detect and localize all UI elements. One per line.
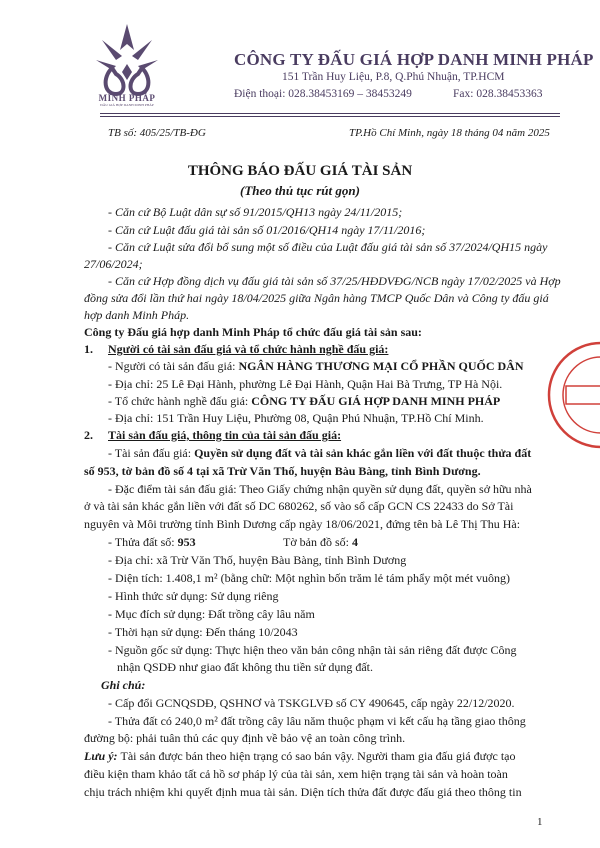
owner-line (108, 359, 523, 374)
org-label: - Tổ chức hành nghề đấu giá: (108, 394, 252, 408)
feature-line: ở và tài sản khác gắn liền với đất số DC 680262, số vào sổ cấp GCN CS 22433 do Sở Tài (84, 499, 514, 513)
company-address: 151 Trần Huy Liệu, P.8, Q.Phú Nhuận, TP.HCM (282, 71, 505, 83)
section-number: 2. (84, 428, 93, 442)
basis-line: - Căn cứ Luật sửa đổi bổ sung một số điều của Luật đấu giá tài sản số 37/2024/QH15 ngày (108, 240, 548, 254)
logo-name: MINH PHÁP (98, 93, 156, 103)
owner-address: - Địa chỉ: 25 Lê Đại Hành, phường Lê Đại Hành, Quận Hai Bà Trưng, TP Hà Nội. (108, 377, 503, 391)
company-phone: Điện thoại: 028.38453169 – 38453249 (234, 88, 412, 100)
intro-line: Công ty Đấu giá hợp danh Minh Pháp tổ chức đấu giá tài sản sau: (84, 325, 422, 339)
asset-item: - Địa chỉ: xã Trừ Văn Thố, huyện Bàu Bàng, tỉnh Bình Dương (108, 553, 407, 567)
document-title: THÔNG BÁO ĐẤU GIÁ TÀI SẢN (187, 163, 413, 179)
asset-item: nhận QSDĐ như giao đất không thu tiền sử dụng đất. (117, 660, 373, 674)
asset-item: - Mục đích sử dụng: Đất trồng cây lâu năm (108, 607, 315, 621)
map-label: Tờ bản đồ số: (283, 535, 353, 549)
header-rule-thin (100, 116, 560, 117)
map-value: 4 (352, 535, 359, 549)
asset-item: - Nguồn gốc sử dụng: Thực hiện theo văn bản công nhận tài sản riêng đất được Công (108, 643, 517, 657)
basis-line: 27/06/2024; (84, 257, 143, 271)
asset-item: - Thời hạn sử dụng: Đến tháng 10/2043 (108, 625, 298, 639)
caution-line: chịu trách nhiệm khi quyết định mua tài sản. Diện tích thửa đất được đấu giá theo thông tin (84, 785, 522, 799)
section-heading: Tài sản đấu giá, thông tin của tài sản đấu giá: (108, 428, 342, 442)
map-line (283, 535, 358, 550)
company-name: CÔNG TY ĐẤU GIÁ HỢP DANH MINH PHÁP (234, 50, 594, 69)
caution-text: Tài sản được bán theo hiện trạng có sao bán vậy. Người tham gia đấu giá được tạo (120, 749, 516, 763)
note-line: - Cấp đổi GCNQSDĐ, QSHNƠ và TSKGLVĐ số CY 490645, cấp ngày 22/12/2020. (108, 696, 515, 710)
note-line: - Thửa đất có 240,0 m² đất trồng cây lâu năm thuộc phạm vi kết cấu hạ tầng giao thông (108, 714, 526, 728)
parcel-value: 953 (177, 535, 196, 549)
asset-item: - Hình thức sử dụng: Sử dụng riêng (108, 589, 279, 603)
parcel-label: - Thửa đất số: (108, 535, 178, 549)
asset-value: Quyền sử dụng đất và tài sản khác gắn liền với đất thuộc thửa đất (194, 446, 532, 460)
asset-line (108, 446, 531, 461)
basis-line: - Căn cứ Luật đấu giá tài sản số 01/2016/QH14 ngày 17/11/2016; (108, 223, 426, 237)
asset-label: - Tài sản đấu giá: (108, 446, 195, 460)
basis-line: hợp danh Minh Pháp. (84, 308, 190, 322)
basis-line: - Căn cứ Bộ Luật dân sự số 91/2015/QH13 ngày 24/11/2015; (108, 205, 403, 219)
org-address: - Địa chỉ: 151 Trần Huy Liệu, Phường 08, Quận Phú Nhuận, TP.Hồ Chí Minh. (108, 411, 484, 425)
note-line: đường bộ: phải tuân thủ các quy định về bảo vệ an toàn công trình. (84, 731, 406, 745)
basis-line: - Căn cứ Hợp đồng dịch vụ đấu giá tài sản số 37/25/HĐDVĐG/NCB ngày 17/02/2025 và Hợp (108, 274, 561, 288)
section-number: 1. (84, 342, 93, 356)
company-fax: Fax: 028.38453363 (453, 88, 543, 100)
asset-value-cont: số 953, tờ bản đồ số 4 tại xã Trừ Văn Thố, huyện Bàu Bàng, tỉnh Bình Dương. (84, 464, 481, 478)
caution-line: điều kiện tham khảo tất cả hồ sơ pháp lý của tài sản, xem hiện trạng tài sản và hoàn toàn (84, 767, 508, 781)
feature-line: - Đặc điểm tài sản đấu giá: Theo Giấy chứng nhận quyền sử dụng đất, quyền sở hữu nhà (108, 482, 532, 496)
notes-heading: Ghi chú: (101, 678, 146, 692)
document-subtitle: (Theo thủ tục rút gọn) (240, 183, 360, 198)
org-line (108, 394, 500, 409)
basis-line: đồng sửa đổi lần thứ hai ngày 18/04/2025 giữa Ngân hàng TMCP Quốc Dân và Công ty đấu giá (84, 291, 549, 305)
feature-line: nguyên và Môi trường tỉnh Bình Dương cấp ngày 18/06/2021, đứng tên bà Lê Thị Thu Hà: (84, 517, 521, 531)
company-stamp (546, 340, 600, 450)
org-name: CÔNG TY ĐẤU GIÁ HỢP DANH MINH PHÁP (251, 394, 501, 408)
caution-label: Lưu ý: (84, 749, 121, 763)
caution-line (84, 749, 516, 764)
asset-item: - Diện tích: 1.408,1 m² (bằng chữ: Một nghìn bốn trăm lẻ tám phẩy một mét vuông) (108, 571, 511, 585)
section-heading: Người có tài sản đấu giá và tổ chức hành nghề đấu giá: (108, 342, 389, 356)
logo-tagline: ĐẤU GIÁ HỢP DANH MINH PHÁP (100, 103, 154, 107)
owner-label: - Người có tài sản đấu giá: (108, 359, 239, 373)
owner-name: NGÂN HÀNG THƯƠNG MẠI CỔ PHẦN QUỐC DÂN (238, 359, 524, 373)
page-number: 1 (537, 816, 543, 828)
place-date: TP.Hồ Chí Minh, ngày 18 tháng 04 năm 2025 (349, 127, 550, 139)
reference-number: TB số: 405/25/TB-ĐG (108, 127, 206, 139)
parcel-line (108, 535, 196, 550)
header-rule (100, 113, 560, 114)
